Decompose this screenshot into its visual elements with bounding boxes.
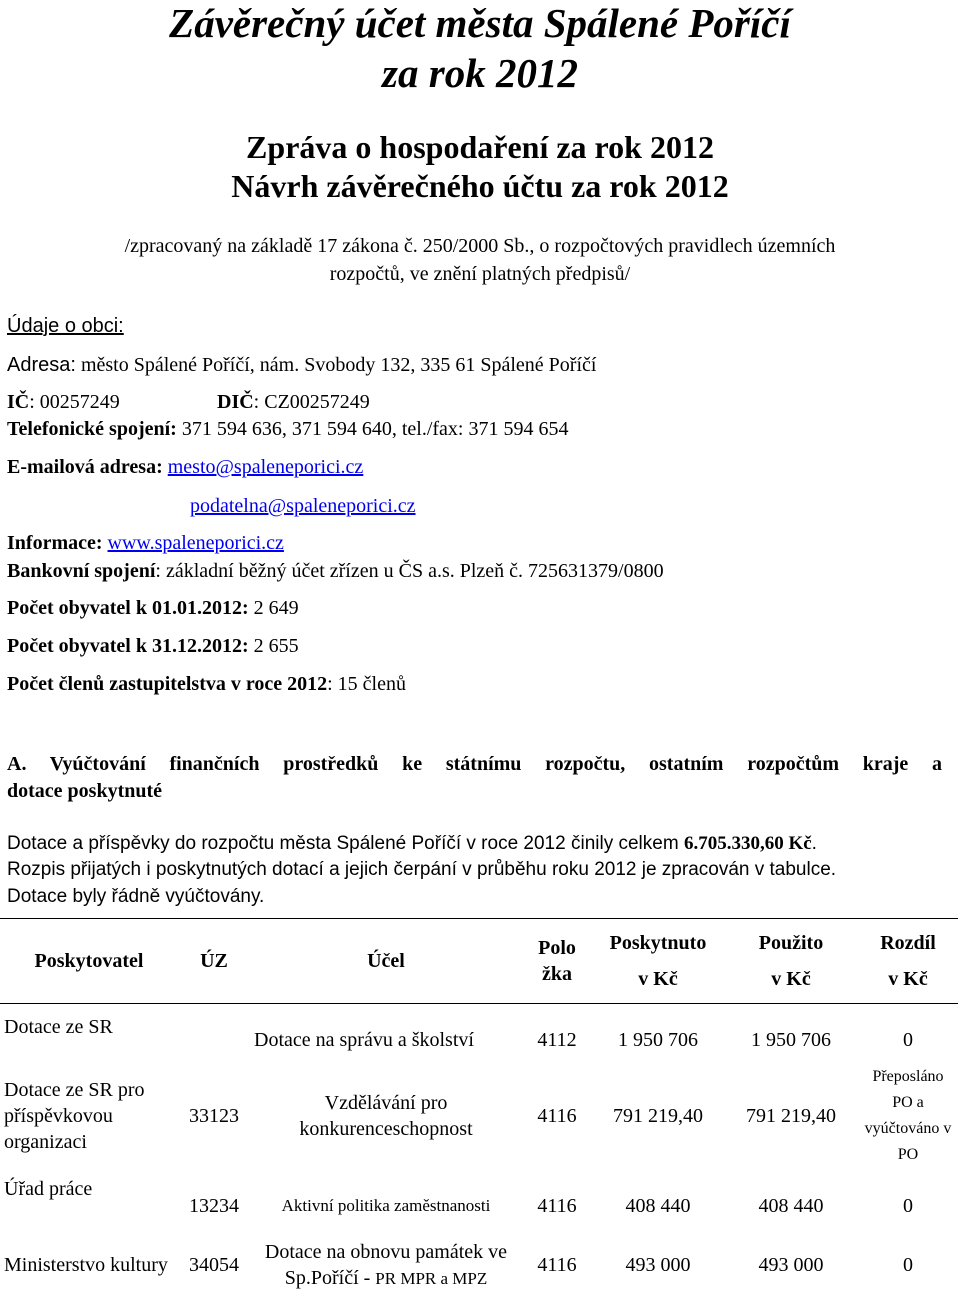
obec-heading: Údaje o obci: bbox=[7, 315, 124, 337]
header-item bbox=[522, 919, 592, 1004]
title-line-2: za rok 2012 bbox=[382, 50, 578, 96]
cell-uz: 33123 bbox=[189, 1104, 239, 1127]
section-a-heading: A. Vyúčtování finančních prostředků ke státnímu rozpočtu, ostatním rozpočtům kraje a bbox=[7, 753, 942, 775]
cell-diff: 0 bbox=[903, 1253, 913, 1276]
council-line bbox=[7, 671, 406, 697]
section-a-p1-end: . bbox=[811, 833, 817, 854]
cell-purpose: Aktivní politika zaměstnanosti bbox=[281, 1195, 491, 1215]
table-row bbox=[0, 1168, 958, 1230]
population-end-line bbox=[7, 633, 299, 659]
email-label: E-mailová adresa: bbox=[7, 456, 163, 478]
section-a-p1-text: Dotace a příspěvky do rozpočtu města Spálené Poříčí v roce 2012 činily celkem bbox=[7, 833, 684, 854]
cell-provider: Ministerstvo kultury bbox=[4, 1253, 168, 1276]
header-provider: Poskytovatel bbox=[34, 950, 144, 972]
cell-item: 4116 bbox=[537, 1104, 577, 1127]
header-given bbox=[592, 919, 724, 1004]
address-line bbox=[7, 352, 596, 378]
address-label: Adresa: bbox=[7, 354, 76, 376]
population-start-line bbox=[7, 595, 299, 621]
section-a-paragraph-2: Rozpis přijatých i poskytnutých dotací a jejich čerpání v průběhu roku 2012 je zpracován v tabulce. bbox=[7, 859, 837, 880]
email-link-podatelna-text[interactable]: podatelna@spaleneporici.cz bbox=[190, 495, 416, 517]
header-used-1: Použito bbox=[758, 932, 824, 954]
cell-used: 791 219,40 bbox=[746, 1104, 836, 1127]
address-value: město Spálené Poříčí, nám. Svobody 132, 335 61 Spálené Poříčí bbox=[75, 354, 597, 376]
header-used-2: v Kč bbox=[771, 968, 811, 990]
cell-diff: Přeposláno PO a vyúčtováno v PO bbox=[864, 1067, 952, 1163]
cell-uz bbox=[178, 1004, 250, 1064]
population-start-label: Počet obyvatel k 01.01.2012: bbox=[7, 597, 249, 619]
cell-item: 4116 bbox=[537, 1253, 577, 1276]
cell-used: 408 440 bbox=[758, 1194, 824, 1217]
cell-given: 791 219,40 bbox=[613, 1104, 703, 1127]
legal-basis-line-1: /zpracovaný na základě 17 zákona č. 250/2000 Sb., o rozpočtových pravidlech územních bbox=[124, 235, 836, 257]
population-end-label: Počet obyvatel k 31.12.2012: bbox=[7, 635, 249, 657]
cell-purpose: Dotace na správu a školství bbox=[254, 1028, 474, 1051]
cell-purpose: Vzdělávání pro konkurenceschopnost bbox=[299, 1091, 473, 1140]
cell-given: 493 000 bbox=[625, 1253, 691, 1276]
cell-diff: 0 bbox=[903, 1028, 913, 1051]
council-label: Počet členů zastupitelstva v roce 2012 bbox=[7, 673, 328, 695]
header-diff-1: Rozdíl bbox=[880, 932, 936, 954]
header-purpose: Účel bbox=[367, 950, 405, 972]
title-line-1: Závěrečný účet města Spálené Poříčí bbox=[169, 0, 791, 46]
info-label: Informace: bbox=[7, 532, 103, 554]
cell-diff: 0 bbox=[903, 1194, 913, 1217]
bank-label: Bankovní spojení bbox=[7, 560, 156, 582]
legal-basis-line-2: rozpočtů, ve znění platných předpisů/ bbox=[329, 263, 631, 285]
header-used bbox=[724, 919, 858, 1004]
header-item-2: žka bbox=[542, 963, 572, 985]
table-header-row bbox=[0, 919, 958, 1004]
header-uz: ÚZ bbox=[200, 950, 228, 972]
dic-line bbox=[217, 389, 370, 415]
cell-provider: Dotace ze SR pro příspěvkovou organizaci bbox=[4, 1078, 145, 1153]
bank-line bbox=[7, 558, 664, 584]
phone-label: Telefonické spojení: bbox=[7, 418, 177, 440]
phone-value: 371 594 636, 371 594 640, tel./fax: 371 594 654 bbox=[176, 418, 569, 440]
subtitle-line-2: Návrh závěrečného účtu za rok 2012 bbox=[231, 168, 729, 204]
cell-used: 1 950 706 bbox=[751, 1028, 831, 1051]
header-diff bbox=[858, 919, 958, 1004]
header-diff-2: v Kč bbox=[888, 968, 928, 990]
cell-uz: 13234 bbox=[189, 1194, 239, 1217]
ic-value: : 00257249 bbox=[29, 391, 120, 413]
cell-given: 1 950 706 bbox=[618, 1028, 698, 1051]
table-row bbox=[0, 1230, 958, 1300]
ic-label: IČ bbox=[7, 391, 30, 413]
cell-uz: 34054 bbox=[189, 1253, 239, 1276]
section-a-paragraph-3: Dotace byly řádně vyúčtovány. bbox=[7, 886, 265, 907]
website-link[interactable]: www.spaleneporici.cz bbox=[107, 532, 284, 554]
email-line bbox=[7, 454, 363, 480]
population-start-value: 2 649 bbox=[248, 597, 299, 619]
info-line bbox=[7, 530, 284, 556]
section-a-paragraph-1 bbox=[7, 831, 817, 857]
subtitle-line-1: Zpráva o hospodaření za rok 2012 bbox=[246, 129, 714, 165]
cell-item: 4116 bbox=[537, 1194, 577, 1217]
cell-purpose-text: Dotace na obnovu památek ve Sp.Poříčí - bbox=[264, 1240, 508, 1289]
grants-table bbox=[0, 918, 958, 1300]
council-value: : 15 členů bbox=[327, 673, 406, 695]
section-a-total: 6.705.330,60 Kč bbox=[683, 833, 812, 854]
email-link-podatelna[interactable] bbox=[190, 493, 416, 519]
phone-line bbox=[7, 416, 568, 442]
cell-purpose bbox=[250, 1230, 522, 1300]
cell-given: 408 440 bbox=[625, 1194, 691, 1217]
section-a-heading-2: dotace poskytnuté bbox=[7, 780, 163, 802]
bank-value: : základní běžný účet zřízen u ČS a.s. Plzeň č. 725631379/0800 bbox=[155, 560, 664, 582]
cell-purpose-small: PR MPR a MPZ bbox=[375, 1268, 488, 1288]
header-item-1: Polo bbox=[538, 937, 576, 959]
cell-item: 4112 bbox=[537, 1028, 577, 1051]
cell-provider: Úřad práce bbox=[4, 1177, 93, 1200]
email-link-mesto[interactable]: mesto@spaleneporici.cz bbox=[167, 456, 364, 478]
population-end-value: 2 655 bbox=[248, 635, 299, 657]
ic-line bbox=[7, 389, 120, 415]
table-row bbox=[0, 1004, 958, 1064]
dic-label: DIČ bbox=[217, 391, 254, 413]
table-row bbox=[0, 1064, 958, 1168]
header-given-1: Poskytnuto bbox=[609, 932, 707, 954]
header-given-2: v Kč bbox=[638, 968, 678, 990]
cell-provider: Dotace ze SR bbox=[4, 1016, 113, 1038]
dic-value: : CZ00257249 bbox=[253, 391, 370, 413]
cell-used: 493 000 bbox=[758, 1253, 824, 1276]
